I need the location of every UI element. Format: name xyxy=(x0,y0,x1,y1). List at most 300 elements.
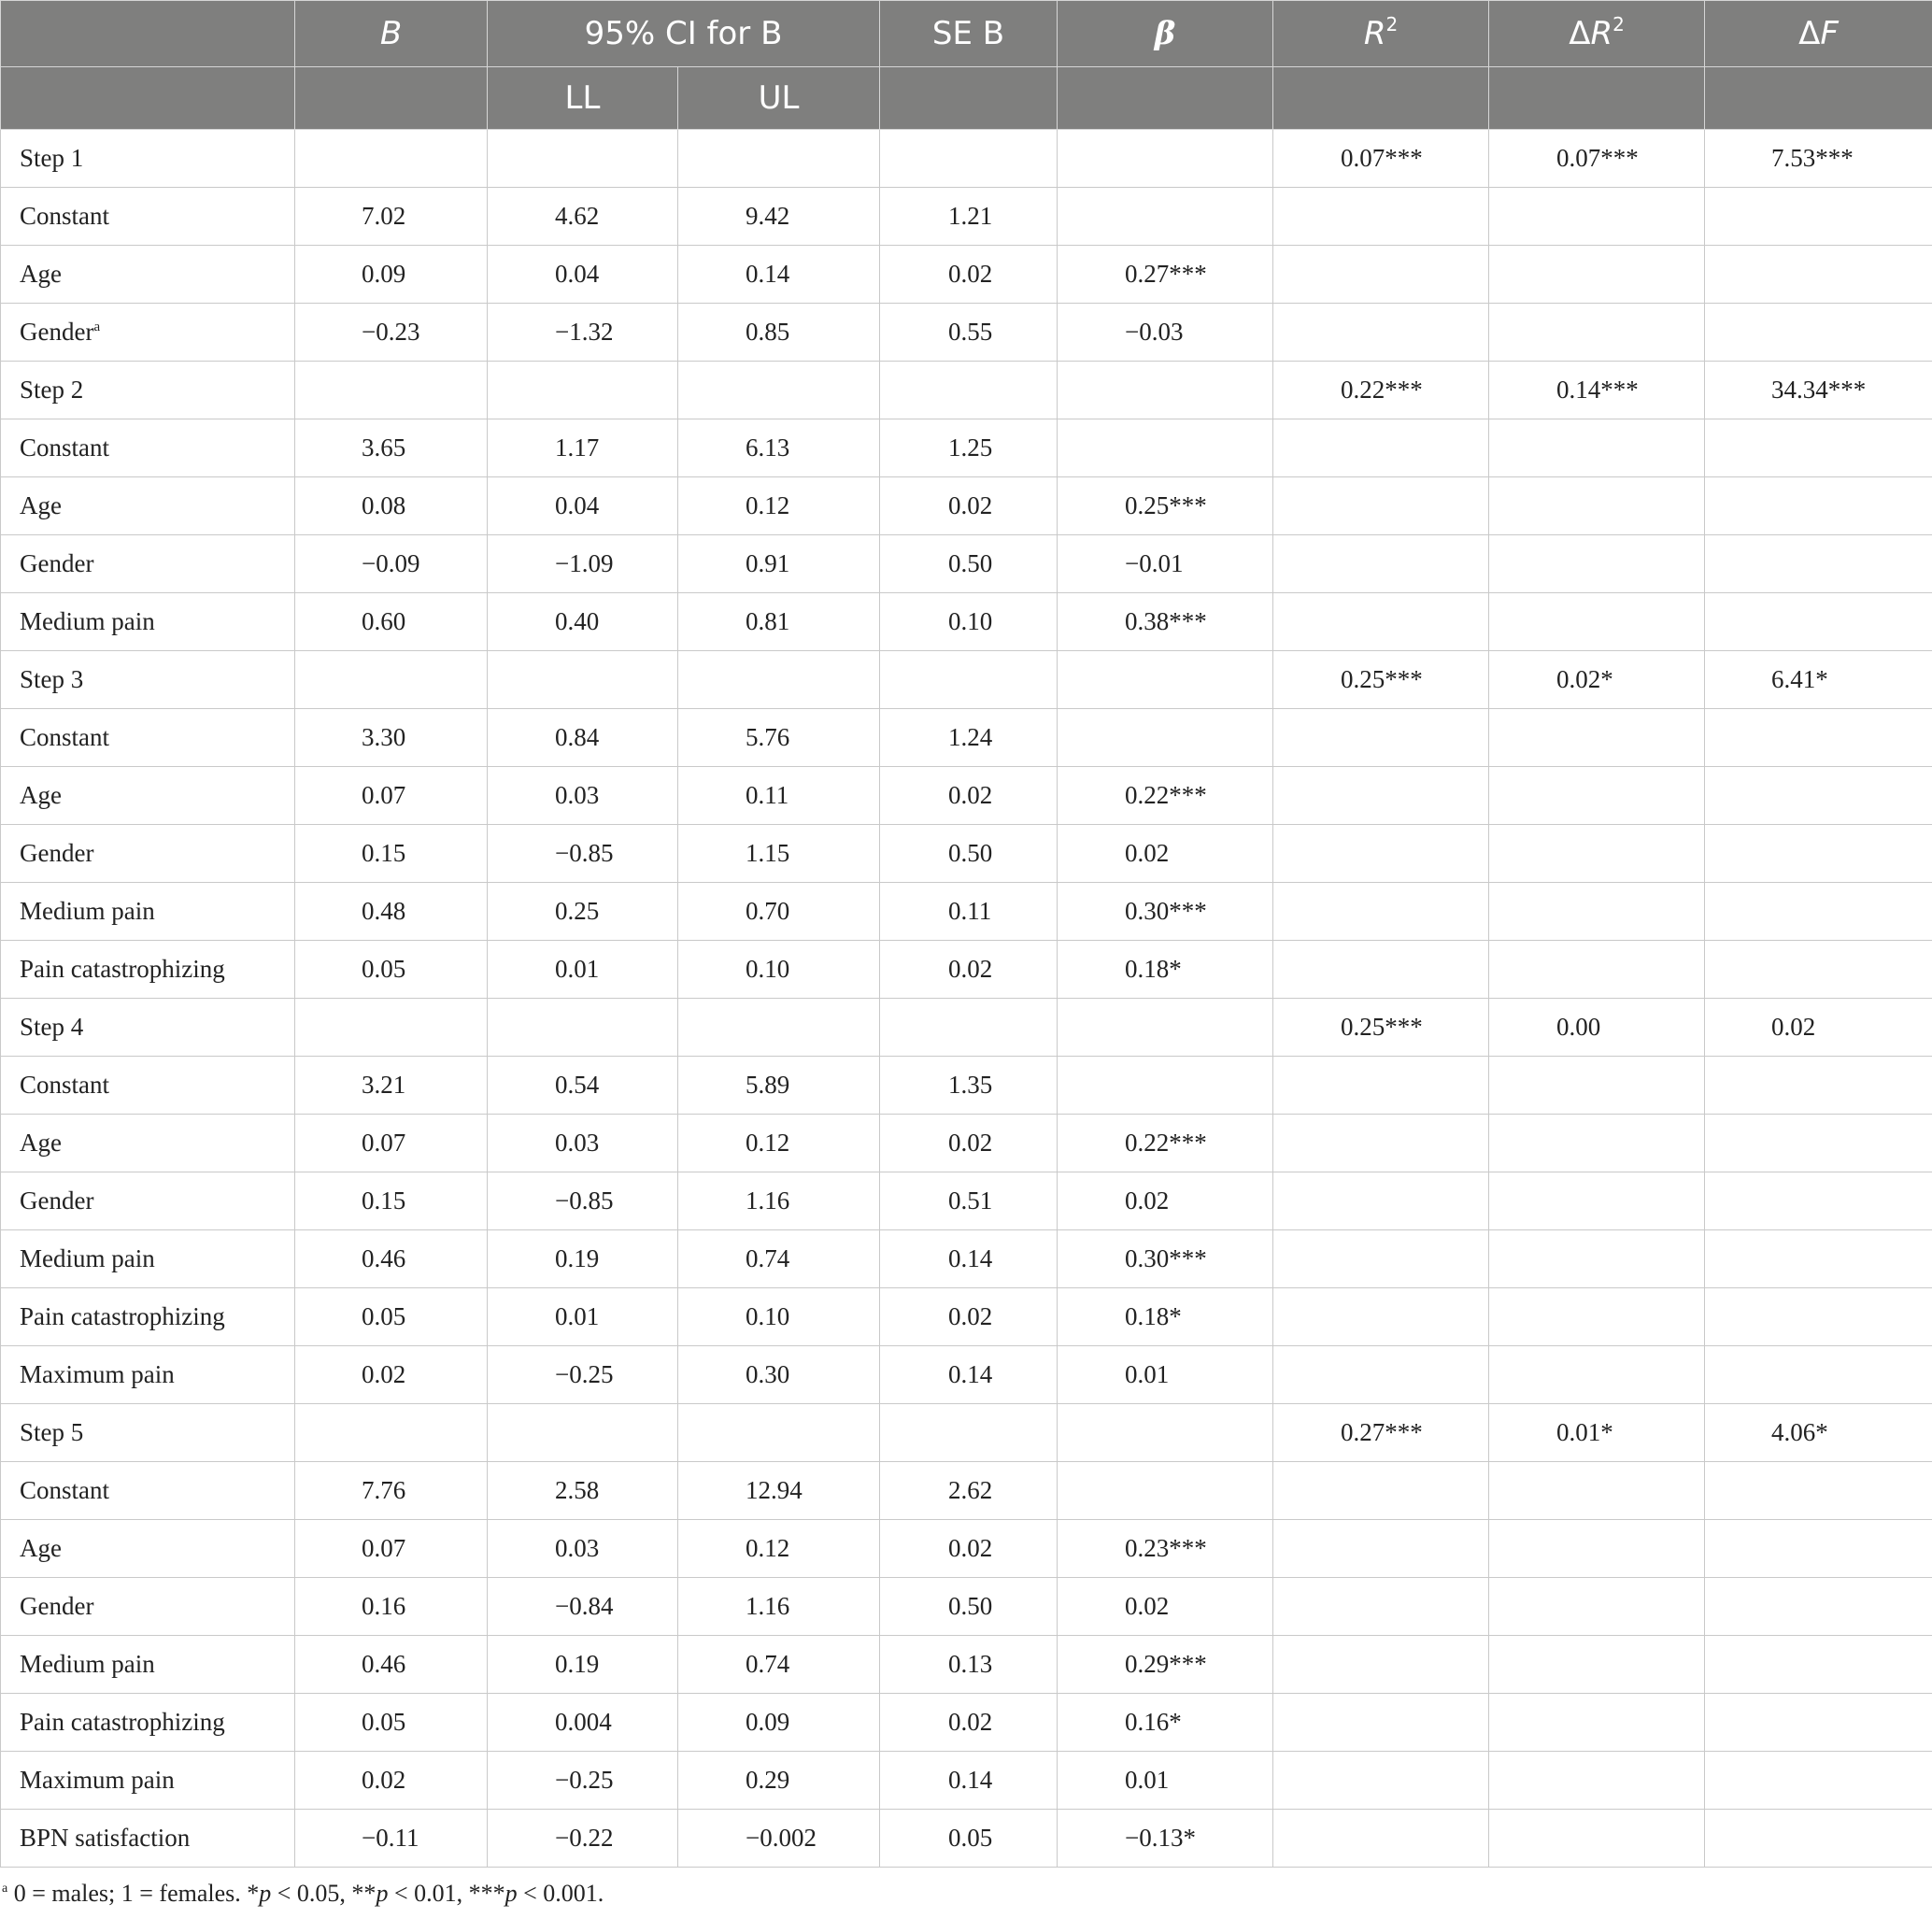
cell-b xyxy=(295,999,488,1057)
cell-b: 7.02 xyxy=(295,188,488,246)
table-row xyxy=(1,1346,1932,1404)
cell-beta xyxy=(1058,419,1273,477)
cell-b: 0.15 xyxy=(295,1172,488,1230)
row-label: Medium pain xyxy=(20,607,155,635)
cell-se-b: 0.14 xyxy=(880,1230,1058,1288)
cell-ll: 0.04 xyxy=(488,477,678,535)
cell-ul xyxy=(678,1404,880,1462)
header-row-1 xyxy=(1,1,1932,67)
cell-b xyxy=(295,362,488,419)
row-label-cell xyxy=(1,1462,295,1520)
cell-beta: 0.22*** xyxy=(1058,767,1273,825)
cell-delta-r2 xyxy=(1489,1115,1705,1172)
cell-r2 xyxy=(1273,1752,1489,1810)
header-empty-cell xyxy=(880,67,1058,130)
cell-se-b: 0.02 xyxy=(880,1288,1058,1346)
row-label-cell xyxy=(1,651,295,709)
cell-delta-r2 xyxy=(1489,593,1705,651)
cell-beta: 0.25*** xyxy=(1058,477,1273,535)
row-label-cell xyxy=(1,1694,295,1752)
cell-r2: 0.22*** xyxy=(1273,362,1489,419)
cell-ll: 0.03 xyxy=(488,1115,678,1172)
table-row xyxy=(1,1462,1932,1520)
cell-ul: 6.13 xyxy=(678,419,880,477)
cell-b: 0.48 xyxy=(295,883,488,941)
cell-se-b: 1.21 xyxy=(880,188,1058,246)
cell-delta-r2 xyxy=(1489,535,1705,593)
cell-ll xyxy=(488,362,678,419)
cell-delta-f xyxy=(1705,593,1932,651)
cell-delta-r2 xyxy=(1489,1346,1705,1404)
cell-beta: 0.02 xyxy=(1058,1578,1273,1636)
row-label: Gender xyxy=(20,839,94,867)
cell-r2 xyxy=(1273,1810,1489,1868)
cell-ul: 1.15 xyxy=(678,825,880,883)
cell-delta-f xyxy=(1705,419,1932,477)
cell-ll xyxy=(488,999,678,1057)
table-row xyxy=(1,1752,1932,1810)
table-row xyxy=(1,1694,1932,1752)
footnote-p-2: p xyxy=(376,1880,389,1907)
row-label-cell xyxy=(1,1346,295,1404)
row-label: Age xyxy=(20,491,62,519)
cell-delta-r2 xyxy=(1489,825,1705,883)
cell-delta-r2 xyxy=(1489,1694,1705,1752)
cell-se-b: 1.25 xyxy=(880,419,1058,477)
cell-beta: 0.30*** xyxy=(1058,1230,1273,1288)
cell-ul: 0.14 xyxy=(678,246,880,304)
footnote-text-2: < 0.05, ** xyxy=(271,1880,376,1907)
cell-r2 xyxy=(1273,1520,1489,1578)
cell-ll: 0.01 xyxy=(488,1288,678,1346)
cell-b: 0.60 xyxy=(295,593,488,651)
row-label: Constant xyxy=(20,433,110,462)
cell-se-b: 0.02 xyxy=(880,1115,1058,1172)
cell-delta-f xyxy=(1705,1346,1932,1404)
cell-ll: 0.19 xyxy=(488,1636,678,1694)
cell-ul: 5.89 xyxy=(678,1057,880,1115)
cell-b: 3.21 xyxy=(295,1057,488,1115)
cell-delta-f xyxy=(1705,246,1932,304)
header-ci: 95% CI for B xyxy=(488,1,880,67)
row-label-cell xyxy=(1,709,295,767)
cell-delta-r2 xyxy=(1489,1810,1705,1868)
header-empty-cell xyxy=(1,1,295,67)
cell-r2 xyxy=(1273,246,1489,304)
cell-se-b: 0.13 xyxy=(880,1636,1058,1694)
cell-delta-r2 xyxy=(1489,419,1705,477)
header-empty-cell xyxy=(1058,67,1273,130)
cell-beta xyxy=(1058,130,1273,188)
cell-ll: −1.09 xyxy=(488,535,678,593)
cell-beta: 0.16* xyxy=(1058,1694,1273,1752)
cell-se-b xyxy=(880,999,1058,1057)
cell-ll xyxy=(488,130,678,188)
row-label: Medium pain xyxy=(20,897,155,925)
cell-b: 0.46 xyxy=(295,1636,488,1694)
cell-ll xyxy=(488,1404,678,1462)
row-label: Step 1 xyxy=(20,144,84,172)
cell-se-b xyxy=(880,651,1058,709)
cell-beta: 0.30*** xyxy=(1058,883,1273,941)
cell-b xyxy=(295,651,488,709)
table-row xyxy=(1,1404,1932,1462)
cell-ul: 0.81 xyxy=(678,593,880,651)
cell-delta-r2 xyxy=(1489,1057,1705,1115)
cell-beta: −0.01 xyxy=(1058,535,1273,593)
cell-beta: 0.38*** xyxy=(1058,593,1273,651)
row-label: Pain catastrophizing xyxy=(20,1302,225,1330)
header-delta-f-delta: Δ xyxy=(1798,15,1821,52)
cell-r2 xyxy=(1273,1694,1489,1752)
header-delta-r2-delta: Δ xyxy=(1569,15,1591,52)
header-beta: β xyxy=(1058,1,1273,67)
cell-se-b xyxy=(880,130,1058,188)
cell-r2 xyxy=(1273,1346,1489,1404)
table-row xyxy=(1,1230,1932,1288)
row-label: Gender xyxy=(20,1186,94,1215)
cell-ul xyxy=(678,130,880,188)
cell-se-b xyxy=(880,1404,1058,1462)
cell-se-b: 0.51 xyxy=(880,1172,1058,1230)
row-label-cell xyxy=(1,1810,295,1868)
cell-delta-f: 7.53*** xyxy=(1705,130,1932,188)
row-label-cell xyxy=(1,246,295,304)
cell-delta-r2 xyxy=(1489,1520,1705,1578)
cell-ul: 1.16 xyxy=(678,1172,880,1230)
table-row xyxy=(1,1288,1932,1346)
row-label: Maximum pain xyxy=(20,1766,175,1794)
cell-delta-f: 6.41* xyxy=(1705,651,1932,709)
cell-beta xyxy=(1058,1462,1273,1520)
cell-b: 0.07 xyxy=(295,1520,488,1578)
cell-delta-f xyxy=(1705,477,1932,535)
cell-ll: −0.22 xyxy=(488,1810,678,1868)
cell-ul: 0.74 xyxy=(678,1230,880,1288)
cell-delta-r2: 0.02* xyxy=(1489,651,1705,709)
footnote-p-3: p xyxy=(504,1880,518,1907)
cell-delta-f xyxy=(1705,767,1932,825)
row-label-cell xyxy=(1,535,295,593)
cell-beta xyxy=(1058,362,1273,419)
cell-delta-r2 xyxy=(1489,1636,1705,1694)
row-label-footnote-marker: a xyxy=(93,320,101,334)
cell-beta: 0.18* xyxy=(1058,941,1273,999)
table-row xyxy=(1,709,1932,767)
cell-beta: 0.18* xyxy=(1058,1288,1273,1346)
cell-delta-r2 xyxy=(1489,304,1705,362)
header-b: B xyxy=(295,1,488,67)
cell-se-b: 0.50 xyxy=(880,1578,1058,1636)
cell-b: −0.09 xyxy=(295,535,488,593)
cell-ll: −0.85 xyxy=(488,1172,678,1230)
cell-ul: 0.29 xyxy=(678,1752,880,1810)
cell-delta-r2 xyxy=(1489,1752,1705,1810)
row-label: Step 3 xyxy=(20,665,84,693)
row-label-cell xyxy=(1,767,295,825)
row-label-cell xyxy=(1,304,295,362)
row-label-cell xyxy=(1,1404,295,1462)
cell-delta-r2 xyxy=(1489,709,1705,767)
cell-r2 xyxy=(1273,1288,1489,1346)
cell-ll: 1.17 xyxy=(488,419,678,477)
cell-b: 0.02 xyxy=(295,1346,488,1404)
cell-r2 xyxy=(1273,1462,1489,1520)
row-label: Medium pain xyxy=(20,1244,155,1272)
header-empty-cell xyxy=(1,67,295,130)
cell-delta-f: 4.06* xyxy=(1705,1404,1932,1462)
cell-delta-f xyxy=(1705,1520,1932,1578)
cell-ul: 9.42 xyxy=(678,188,880,246)
cell-b: 0.05 xyxy=(295,941,488,999)
row-label-cell xyxy=(1,883,295,941)
row-label: Gender xyxy=(20,1592,94,1620)
row-label-cell xyxy=(1,1115,295,1172)
cell-b: −0.23 xyxy=(295,304,488,362)
header-delta-f-base: F xyxy=(1820,15,1839,52)
cell-b: 3.30 xyxy=(295,709,488,767)
table-row xyxy=(1,362,1932,419)
cell-delta-r2 xyxy=(1489,246,1705,304)
cell-delta-f xyxy=(1705,1172,1932,1230)
cell-beta: 0.01 xyxy=(1058,1752,1273,1810)
cell-delta-r2 xyxy=(1489,1172,1705,1230)
row-label: Gender xyxy=(20,549,94,577)
cell-ll: 0.01 xyxy=(488,941,678,999)
row-label: Constant xyxy=(20,723,110,751)
table-row xyxy=(1,130,1932,188)
row-label: Pain catastrophizing xyxy=(20,955,225,983)
row-label: Constant xyxy=(20,1071,110,1099)
cell-r2 xyxy=(1273,1057,1489,1115)
cell-se-b: 0.02 xyxy=(880,477,1058,535)
cell-ll: 0.03 xyxy=(488,1520,678,1578)
row-label: Step 5 xyxy=(20,1418,84,1446)
row-label-cell xyxy=(1,1230,295,1288)
cell-ll xyxy=(488,651,678,709)
cell-delta-r2: 0.01* xyxy=(1489,1404,1705,1462)
cell-ll: 0.25 xyxy=(488,883,678,941)
row-label-cell xyxy=(1,1520,295,1578)
cell-ll: −0.25 xyxy=(488,1752,678,1810)
cell-delta-f xyxy=(1705,188,1932,246)
row-label: Maximum pain xyxy=(20,1360,175,1388)
cell-delta-f: 34.34*** xyxy=(1705,362,1932,419)
row-label-cell xyxy=(1,477,295,535)
cell-b xyxy=(295,130,488,188)
cell-se-b: 0.55 xyxy=(880,304,1058,362)
cell-ul: 0.11 xyxy=(678,767,880,825)
cell-r2 xyxy=(1273,419,1489,477)
cell-ul: 0.12 xyxy=(678,1115,880,1172)
cell-ll: 0.03 xyxy=(488,767,678,825)
cell-b: 0.09 xyxy=(295,246,488,304)
table-row xyxy=(1,1810,1932,1868)
cell-b xyxy=(295,1404,488,1462)
row-label: Constant xyxy=(20,202,110,230)
row-label-cell xyxy=(1,1636,295,1694)
cell-se-b: 0.02 xyxy=(880,767,1058,825)
cell-ll: 0.84 xyxy=(488,709,678,767)
cell-ll: 0.004 xyxy=(488,1694,678,1752)
table-row xyxy=(1,1115,1932,1172)
cell-se-b: 0.02 xyxy=(880,1694,1058,1752)
table-footnote xyxy=(2,1880,604,1908)
cell-beta xyxy=(1058,188,1273,246)
cell-delta-r2: 0.07*** xyxy=(1489,130,1705,188)
cell-b: 0.46 xyxy=(295,1230,488,1288)
cell-ul xyxy=(678,362,880,419)
header-delta-r2-base: R xyxy=(1590,15,1613,52)
header-delta-r2-sup: 2 xyxy=(1612,13,1625,36)
footnote-p-1: p xyxy=(259,1880,272,1907)
cell-delta-r2: 0.00 xyxy=(1489,999,1705,1057)
header-empty-cell xyxy=(1489,67,1705,130)
cell-delta-r2 xyxy=(1489,1230,1705,1288)
cell-ul: 0.70 xyxy=(678,883,880,941)
cell-ul xyxy=(678,651,880,709)
header-ll: LL xyxy=(488,67,678,130)
table-row xyxy=(1,1578,1932,1636)
cell-beta: 0.01 xyxy=(1058,1346,1273,1404)
cell-b: 3.65 xyxy=(295,419,488,477)
cell-ll: 0.40 xyxy=(488,593,678,651)
cell-b: 0.05 xyxy=(295,1288,488,1346)
row-label: Constant xyxy=(20,1476,110,1504)
table-row xyxy=(1,419,1932,477)
cell-b: 0.05 xyxy=(295,1694,488,1752)
row-label: Step 4 xyxy=(20,1013,84,1041)
cell-se-b: 0.10 xyxy=(880,593,1058,651)
cell-beta: 0.02 xyxy=(1058,825,1273,883)
cell-b: 7.76 xyxy=(295,1462,488,1520)
table-row xyxy=(1,246,1932,304)
table-header xyxy=(1,1,1932,130)
table-row xyxy=(1,1057,1932,1115)
cell-ul: 0.85 xyxy=(678,304,880,362)
row-label-cell xyxy=(1,593,295,651)
row-label: Age xyxy=(20,1129,62,1157)
cell-se-b: 0.02 xyxy=(880,941,1058,999)
row-label: BPN satisfaction xyxy=(20,1824,191,1852)
footnote-text-1: 0 = males; 1 = females. * xyxy=(7,1880,260,1907)
cell-beta xyxy=(1058,1057,1273,1115)
cell-beta: 0.23*** xyxy=(1058,1520,1273,1578)
cell-r2 xyxy=(1273,304,1489,362)
header-empty-cell xyxy=(295,67,488,130)
cell-se-b: 0.14 xyxy=(880,1752,1058,1810)
row-label: Step 2 xyxy=(20,376,84,404)
cell-ll: −0.84 xyxy=(488,1578,678,1636)
row-label-cell xyxy=(1,188,295,246)
cell-r2 xyxy=(1273,767,1489,825)
row-label-cell xyxy=(1,1752,295,1810)
table-row xyxy=(1,477,1932,535)
cell-ll: −1.32 xyxy=(488,304,678,362)
cell-r2 xyxy=(1273,883,1489,941)
cell-ll: 4.62 xyxy=(488,188,678,246)
cell-delta-f xyxy=(1705,1752,1932,1810)
cell-beta: −0.03 xyxy=(1058,304,1273,362)
cell-b: 0.07 xyxy=(295,1115,488,1172)
cell-ul: 0.10 xyxy=(678,941,880,999)
cell-r2 xyxy=(1273,1115,1489,1172)
cell-ul: 0.09 xyxy=(678,1694,880,1752)
header-empty-cell xyxy=(1705,67,1932,130)
cell-se-b: 1.35 xyxy=(880,1057,1058,1115)
cell-delta-f: 0.02 xyxy=(1705,999,1932,1057)
row-label-cell xyxy=(1,999,295,1057)
cell-delta-f xyxy=(1705,1288,1932,1346)
cell-beta xyxy=(1058,999,1273,1057)
row-label-cell xyxy=(1,1578,295,1636)
cell-ul: 12.94 xyxy=(678,1462,880,1520)
cell-ul: 1.16 xyxy=(678,1578,880,1636)
cell-delta-f xyxy=(1705,1694,1932,1752)
cell-delta-f xyxy=(1705,304,1932,362)
footnote-marker: a xyxy=(2,1882,8,1896)
cell-beta: 0.29*** xyxy=(1058,1636,1273,1694)
cell-b: 0.15 xyxy=(295,825,488,883)
cell-delta-r2 xyxy=(1489,941,1705,999)
header-r2-sup: 2 xyxy=(1385,13,1399,36)
cell-se-b: 1.24 xyxy=(880,709,1058,767)
cell-delta-r2 xyxy=(1489,1462,1705,1520)
cell-b: −0.11 xyxy=(295,1810,488,1868)
cell-se-b: 0.50 xyxy=(880,535,1058,593)
row-label-cell xyxy=(1,825,295,883)
cell-delta-r2 xyxy=(1489,1578,1705,1636)
row-label: Medium pain xyxy=(20,1650,155,1678)
header-r2-base: R xyxy=(1363,15,1386,52)
cell-ul: 0.12 xyxy=(678,477,880,535)
table-row xyxy=(1,999,1932,1057)
cell-ll: −0.85 xyxy=(488,825,678,883)
table-row xyxy=(1,825,1932,883)
cell-beta xyxy=(1058,709,1273,767)
row-label: Age xyxy=(20,781,62,809)
footnote-text-4: < 0.001. xyxy=(517,1880,604,1907)
cell-delta-f xyxy=(1705,1115,1932,1172)
header-row-2 xyxy=(1,67,1932,130)
cell-delta-f xyxy=(1705,1810,1932,1868)
table-row xyxy=(1,188,1932,246)
cell-delta-r2 xyxy=(1489,883,1705,941)
cell-se-b: 2.62 xyxy=(880,1462,1058,1520)
cell-ll: −0.25 xyxy=(488,1346,678,1404)
header-se-b: SE B xyxy=(880,1,1058,67)
cell-ul: 5.76 xyxy=(678,709,880,767)
cell-b: 0.07 xyxy=(295,767,488,825)
row-label: Age xyxy=(20,260,62,288)
header-delta-f xyxy=(1705,1,1932,67)
cell-delta-f xyxy=(1705,1578,1932,1636)
row-label-cell xyxy=(1,941,295,999)
row-label: Gender xyxy=(20,318,94,346)
row-label-cell xyxy=(1,130,295,188)
cell-se-b xyxy=(880,362,1058,419)
cell-ll: 2.58 xyxy=(488,1462,678,1520)
row-label-cell xyxy=(1,419,295,477)
cell-se-b: 0.02 xyxy=(880,246,1058,304)
row-label-cell xyxy=(1,1288,295,1346)
header-ul: UL xyxy=(678,67,880,130)
cell-b: 0.02 xyxy=(295,1752,488,1810)
cell-delta-f xyxy=(1705,883,1932,941)
table-row xyxy=(1,535,1932,593)
cell-r2: 0.25*** xyxy=(1273,651,1489,709)
cell-delta-f xyxy=(1705,535,1932,593)
